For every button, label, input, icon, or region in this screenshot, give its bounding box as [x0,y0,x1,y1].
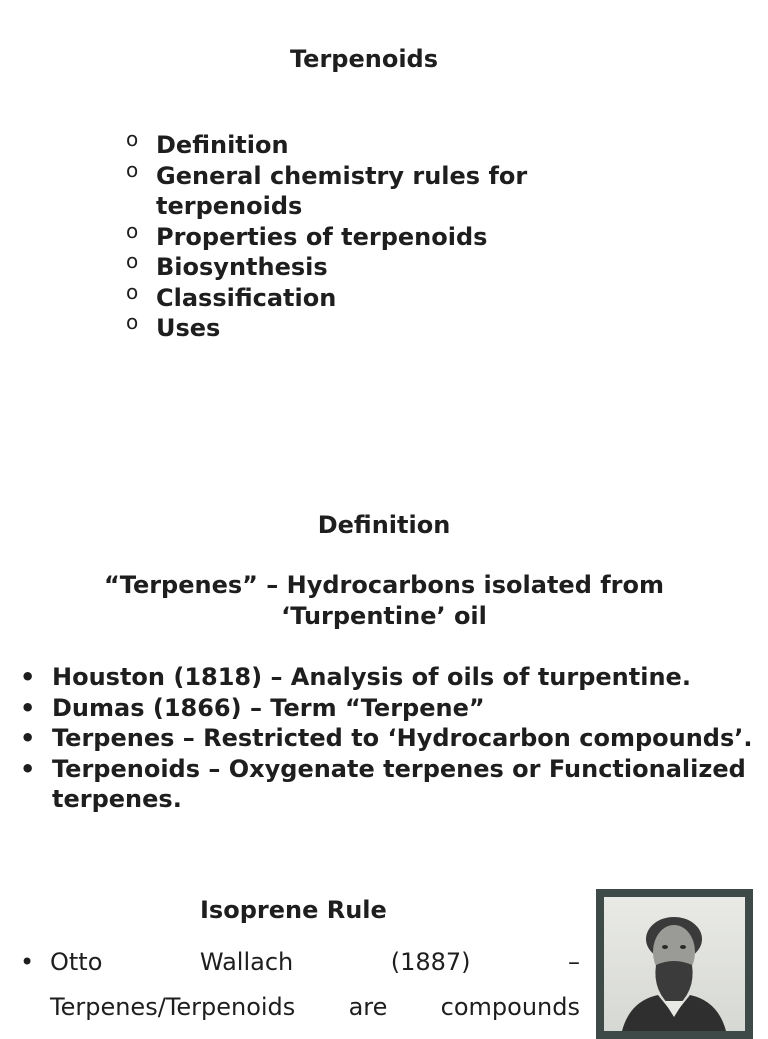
outline-list [126,127,596,344]
page-title: Terpenoids [290,45,439,73]
list-item: • Dumas (1866) – Term “Terpene” [20,693,485,722]
list-marker: o [126,127,139,151]
list-item: • Terpenoids – Oxygenate terpenes or Functionalized terpenes. [20,754,746,813]
definition-list [18,662,758,815]
list-item: • Terpenes – Restricted to ‘Hydrocarbon compounds’. [20,724,753,752]
list-marker: o [126,310,139,334]
portrait-photo [604,897,745,1031]
portrait-image [596,889,753,1039]
list-item: o General chemistry rules for terpenoids [126,161,596,222]
list-marker: o [126,157,139,182]
definition-subheading: “Terpenes” – Hydrocarbons isolated from ‘Turpentine’ oil [103,571,665,630]
bullet-marker: • [20,948,35,976]
person-portrait-icon [604,897,745,1031]
list-item-continuation: Terpenes/Terpenoids are compounds [50,993,580,1021]
bullet-marker: • [20,754,36,783]
list-marker: o [126,218,139,243]
list-marker: o [126,249,139,273]
list-item: o Properties of terpenoids [126,222,596,253]
list-item: o Biosynthesis [126,252,596,283]
list-item: o Definition [126,130,596,161]
bullet-marker: • [20,663,36,691]
isoprene-list [18,940,580,1030]
list-item: o Uses [126,313,596,344]
definition-heading: Definition [317,511,451,539]
isoprene-heading: Isoprene Rule [200,896,387,924]
list-item: • Otto Wallach (1887) – [18,940,580,985]
bullet-marker: • [20,724,36,752]
list-item: • Houston (1818) – Analysis of oils of turpentine. [20,663,691,691]
list-item: o Classification [126,283,596,314]
list-marker: o [126,279,139,304]
bullet-marker: • [20,693,36,722]
